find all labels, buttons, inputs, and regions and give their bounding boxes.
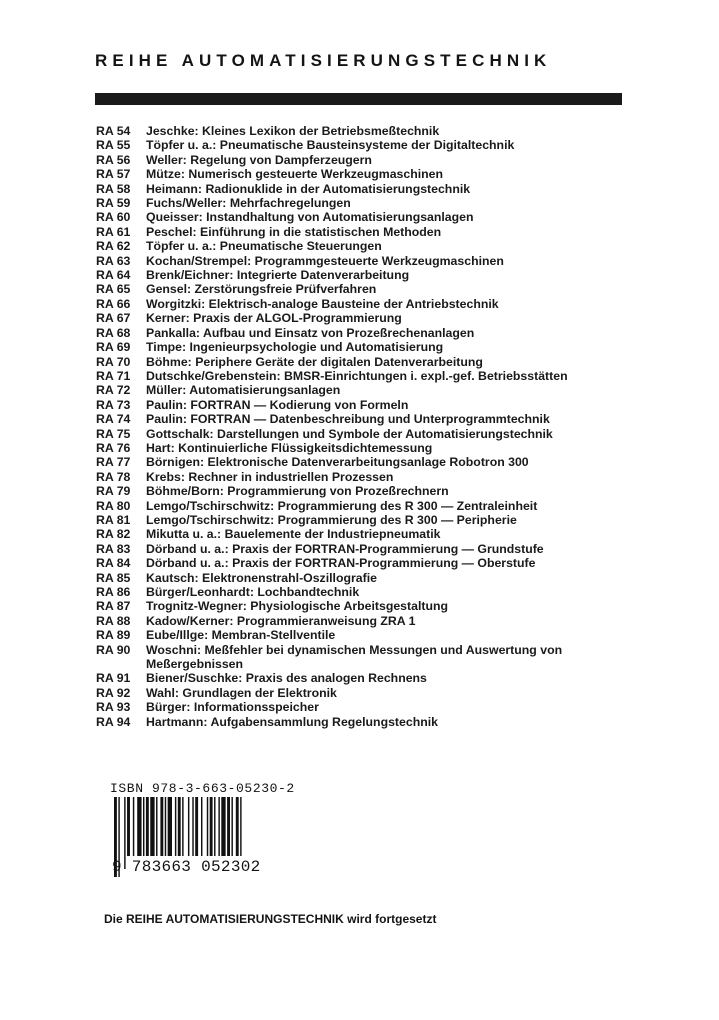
volume-title: Müller: Automatisierungsanlagen (146, 383, 341, 398)
volume-number: RA 74 (96, 412, 131, 427)
volume-entry (96, 340, 636, 354)
volume-entry (96, 470, 636, 484)
isbn-label: ISBN 978-3-663-05230-2 (110, 781, 295, 796)
volume-title: Krebs: Rechner in industriellen Prozessen (146, 469, 394, 484)
volume-number: RA 61 (96, 224, 131, 239)
volume-number: RA 63 (96, 253, 131, 268)
volume-entry (96, 239, 636, 253)
volume-entry (96, 297, 636, 311)
volume-number: RA 73 (96, 397, 131, 412)
volume-entry (96, 455, 636, 469)
volume-title: Kautsch: Elektronenstrahl-Oszillografie (146, 570, 377, 585)
volume-entry (96, 427, 636, 441)
volume-entry (96, 369, 636, 383)
volume-entry (96, 196, 636, 210)
volume-title: Lemgo/Tschirschwitz: Programmierung des R 300 — Zentraleinheit (146, 498, 538, 513)
volume-entry (96, 412, 636, 426)
volume-number: RA 90 (96, 642, 131, 657)
volume-title: Töpfer u. a.: Pneumatische Bausteinsysteme der Digitaltechnik (146, 138, 515, 153)
volume-title: Gensel: Zerstörungsfreie Prüfverfahren (146, 282, 377, 297)
volume-number: RA 87 (96, 599, 131, 614)
volume-title: Töpfer u. a.: Pneumatische Steuerungen (146, 239, 382, 254)
volume-entry (96, 628, 636, 642)
volume-title: Woschni: Meßfehler bei dynamischen Messungen und Auswertung von Meßergebnissen (146, 642, 563, 672)
volume-entry (96, 599, 636, 613)
volume-number: RA 84 (96, 556, 131, 571)
volume-number: RA 80 (96, 498, 131, 513)
volume-entry (96, 153, 636, 167)
volume-title: Paulin: FORTRAN — Kodierung von Formeln (146, 397, 409, 412)
volume-entry (96, 671, 636, 685)
volume-entry (96, 614, 636, 628)
volume-title: Gottschalk: Darstellungen und Symbole der Automatisierungstechnik (146, 426, 553, 441)
volume-entry (96, 643, 636, 672)
volume-entry (96, 513, 636, 527)
volume-title: Bürger/Leonhardt: Lochbandtechnik (146, 585, 360, 599)
volume-title: Bürger: Informationsspeicher (146, 700, 319, 715)
volume-number: RA 83 (96, 541, 131, 556)
volume-title: Heimann: Radionuklide in der Automatisierungstechnik (146, 181, 471, 196)
volume-title: Jeschke: Kleines Lexikon der Betriebsmeßtechnik (146, 124, 440, 138)
volume-entry (96, 167, 636, 181)
volume-entry (96, 225, 636, 239)
volume-title: Trognitz-Wegner: Physiologische Arbeitsgestaltung (146, 599, 448, 614)
volume-title: Dutschke/Grebenstein: BMSR-Einrichtungen i. expl.-gef. Betriebsstätten (146, 368, 568, 383)
volume-number: RA 54 (96, 124, 131, 138)
volume-title: Paulin: FORTRAN — Datenbeschreibung und Unterprogrammtechnik (146, 412, 550, 427)
volume-entry (96, 571, 636, 585)
volume-entry (96, 398, 636, 412)
volume-number: RA 59 (96, 196, 131, 211)
volume-title: Kadow/Kerner: Programmieranweisung ZRA 1 (146, 613, 416, 628)
volume-number: RA 55 (96, 138, 131, 153)
volume-title: Weller: Regelung von Dampferzeugern (146, 152, 372, 167)
volume-number: RA 71 (96, 368, 131, 383)
volume-entry (96, 484, 636, 498)
continuation-note: Die REIHE AUTOMATISIERUNGSTECHNIK wird fortgesetzt (104, 912, 437, 926)
volume-number: RA 68 (96, 325, 131, 340)
volume-number: RA 75 (96, 426, 131, 441)
volume-entry (96, 182, 636, 196)
volume-title: Mikutta u. a.: Bauelemente der Industriepneumatik (146, 527, 441, 542)
volume-entry (96, 499, 636, 513)
volume-entry (96, 556, 636, 570)
volume-number: RA 60 (96, 210, 131, 225)
volume-number: RA 76 (96, 440, 131, 455)
volume-title: Queisser: Instandhaltung von Automatisierungsanlagen (146, 210, 474, 225)
volume-entry (96, 355, 636, 369)
volume-title: Dörband u. a.: Praxis der FORTRAN-Programmierung — Grundstufe (146, 541, 544, 556)
volume-number: RA 94 (96, 714, 131, 729)
volume-number: RA 91 (96, 671, 131, 686)
volume-title: Dörband u. a.: Praxis der FORTRAN-Programmierung — Oberstufe (146, 556, 536, 571)
volume-entry (96, 282, 636, 296)
volume-entry (96, 441, 636, 455)
volume-entry (96, 383, 636, 397)
volume-entry (96, 311, 636, 325)
title-rule (95, 93, 622, 105)
volume-number: RA 93 (96, 700, 131, 715)
volume-title: Böhme/Born: Programmierung von Prozeßrechnern (146, 484, 449, 499)
volume-title: Peschel: Einführung in die statistischen Methoden (146, 224, 442, 239)
volume-number: RA 79 (96, 484, 131, 499)
volume-title: Brenk/Eichner: Integrierte Datenverarbeitung (146, 268, 410, 283)
volume-entry (96, 138, 636, 152)
volume-title: Lemgo/Tschirschwitz: Programmierung des R 300 — Peripherie (146, 512, 517, 527)
volume-number: RA 62 (96, 239, 131, 254)
volume-number: RA 72 (96, 383, 131, 398)
volume-title: Kerner: Praxis der ALGOL-Programmierung (146, 311, 402, 326)
volume-number: RA 67 (96, 311, 131, 326)
volume-entry (96, 268, 636, 282)
volume-title: Wahl: Grundlagen der Elektronik (146, 685, 337, 700)
volume-title: Pankalla: Aufbau und Einsatz von Prozeßrechenanlagen (146, 325, 475, 340)
volume-entry (96, 585, 636, 599)
volume-title: Biener/Suschke: Praxis des analogen Rechnens (146, 671, 427, 686)
volume-title: Hart: Kontinuierliche Flüssigkeitsdichtemessung (146, 440, 433, 455)
volume-number: RA 89 (96, 628, 131, 643)
volume-title: Fuchs/Weller: Mehrfachregelungen (146, 196, 351, 211)
volume-list (96, 124, 636, 729)
volume-number: RA 78 (96, 469, 131, 484)
volume-title: Timpe: Ingenieurpsychologie und Automatisierung (146, 340, 444, 355)
volume-entry (96, 210, 636, 224)
volume-number: RA 81 (96, 512, 131, 527)
volume-number: RA 88 (96, 613, 131, 628)
volume-number: RA 65 (96, 282, 131, 297)
volume-number: RA 70 (96, 354, 131, 369)
volume-entry (96, 124, 636, 138)
volume-number: RA 69 (96, 340, 131, 355)
volume-number: RA 82 (96, 527, 131, 542)
barcode-digits: 9 783663 052302 (112, 858, 261, 876)
volume-number: RA 58 (96, 181, 131, 196)
series-title: REIHE AUTOMATISIERUNGSTECHNIK (95, 51, 552, 70)
volume-number: RA 57 (96, 167, 131, 182)
volume-number: RA 64 (96, 268, 131, 283)
volume-number: RA 86 (96, 585, 131, 599)
volume-entry (96, 542, 636, 556)
volume-title: Eube/Illge: Membran-Stellventile (146, 628, 336, 643)
volume-number: RA 85 (96, 570, 131, 585)
volume-number: RA 66 (96, 296, 131, 311)
volume-entry (96, 700, 636, 714)
volume-number: RA 56 (96, 152, 131, 167)
volume-title: Worgitzki: Elektrisch-analoge Bausteine der Antriebstechnik (146, 296, 499, 311)
volume-entry (96, 527, 636, 541)
volume-entry (96, 686, 636, 700)
volume-entry (96, 254, 636, 268)
volume-entry (96, 715, 636, 729)
volume-number: RA 77 (96, 455, 131, 470)
volume-title: Börnigen: Elektronische Datenverarbeitungsanlage Robotron 300 (146, 455, 529, 470)
volume-title: Hartmann: Aufgabensammlung Regelungstechnik (146, 714, 438, 729)
volume-entry (96, 326, 636, 340)
volume-title: Kochan/Strempel: Programmgesteuerte Werkzeugmaschinen (146, 253, 504, 268)
volume-title: Mütze: Numerisch gesteuerte Werkzeugmaschinen (146, 167, 444, 182)
volume-number: RA 92 (96, 685, 131, 700)
volume-title: Böhme: Periphere Geräte der digitalen Datenverarbeitung (146, 354, 483, 369)
